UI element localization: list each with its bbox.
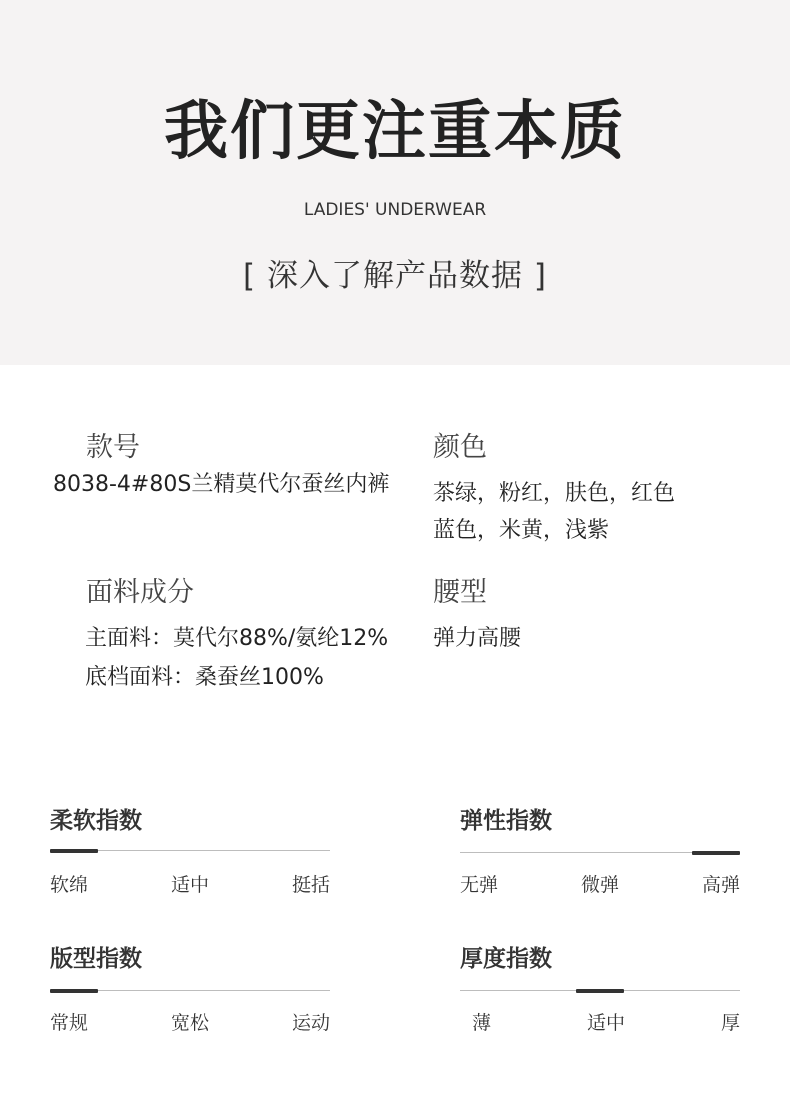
color-value-line-1: 茶绿，粉红，肤色，红色 [433,481,676,506]
index-ticks [472,1008,740,1035]
hero-banner [0,0,790,365]
tick-label: 适中 [170,874,209,896]
hero-subtitle: LADIES' UNDERWEAR [303,200,487,220]
tick-label: 薄 [472,1012,492,1034]
index-level-fill [692,851,740,855]
waist-label: 腰型 [433,577,487,608]
tick-label: 无弹 [460,874,499,896]
index-title: 柔软指数 [50,808,142,834]
index-level-fill [50,989,98,993]
tick-label: 宽松 [170,1012,209,1034]
index-track [460,852,740,853]
index-title: 版型指数 [50,946,142,972]
model-label: 款号 [86,432,140,463]
waist-value: 弹力高腰 [433,626,522,651]
index-title: 弹性指数 [460,808,552,834]
index-track [50,990,330,991]
index-ticks [50,870,330,897]
index-level-fill [50,849,98,853]
color-value-line-2: 蓝色，米黄，浅紫 [433,518,610,543]
index-track [460,990,740,991]
index-title: 厚度指数 [460,946,552,972]
index-ticks [50,1008,330,1035]
tick-label: 微弹 [580,874,619,896]
tick-label: 挺括 [291,874,330,896]
index-track [50,850,330,851]
tick-label: 高弹 [701,874,740,896]
hero-title: 我们更注重本质 [164,95,626,169]
tick-label: 厚 [720,1012,740,1034]
color-label: 颜色 [433,432,487,463]
fabric-value-line-2: 底档面料：桑蚕丝100% [85,665,324,690]
fabric-label: 面料成分 [86,577,194,608]
tick-label: 运动 [291,1012,330,1034]
model-value: 8038-4#80S兰精莫代尔蚕丝内裤 [53,472,390,497]
index-level-fill [576,989,624,993]
fabric-value-line-1: 主面料：莫代尔88%/氨纶12% [85,626,389,651]
tick-label: 软绵 [50,874,89,896]
hero-bracket-caption: [ 深入了解产品数据 ] [243,258,547,294]
index-ticks [460,870,740,897]
tick-label: 常规 [50,1012,89,1034]
tick-label: 适中 [586,1012,625,1034]
